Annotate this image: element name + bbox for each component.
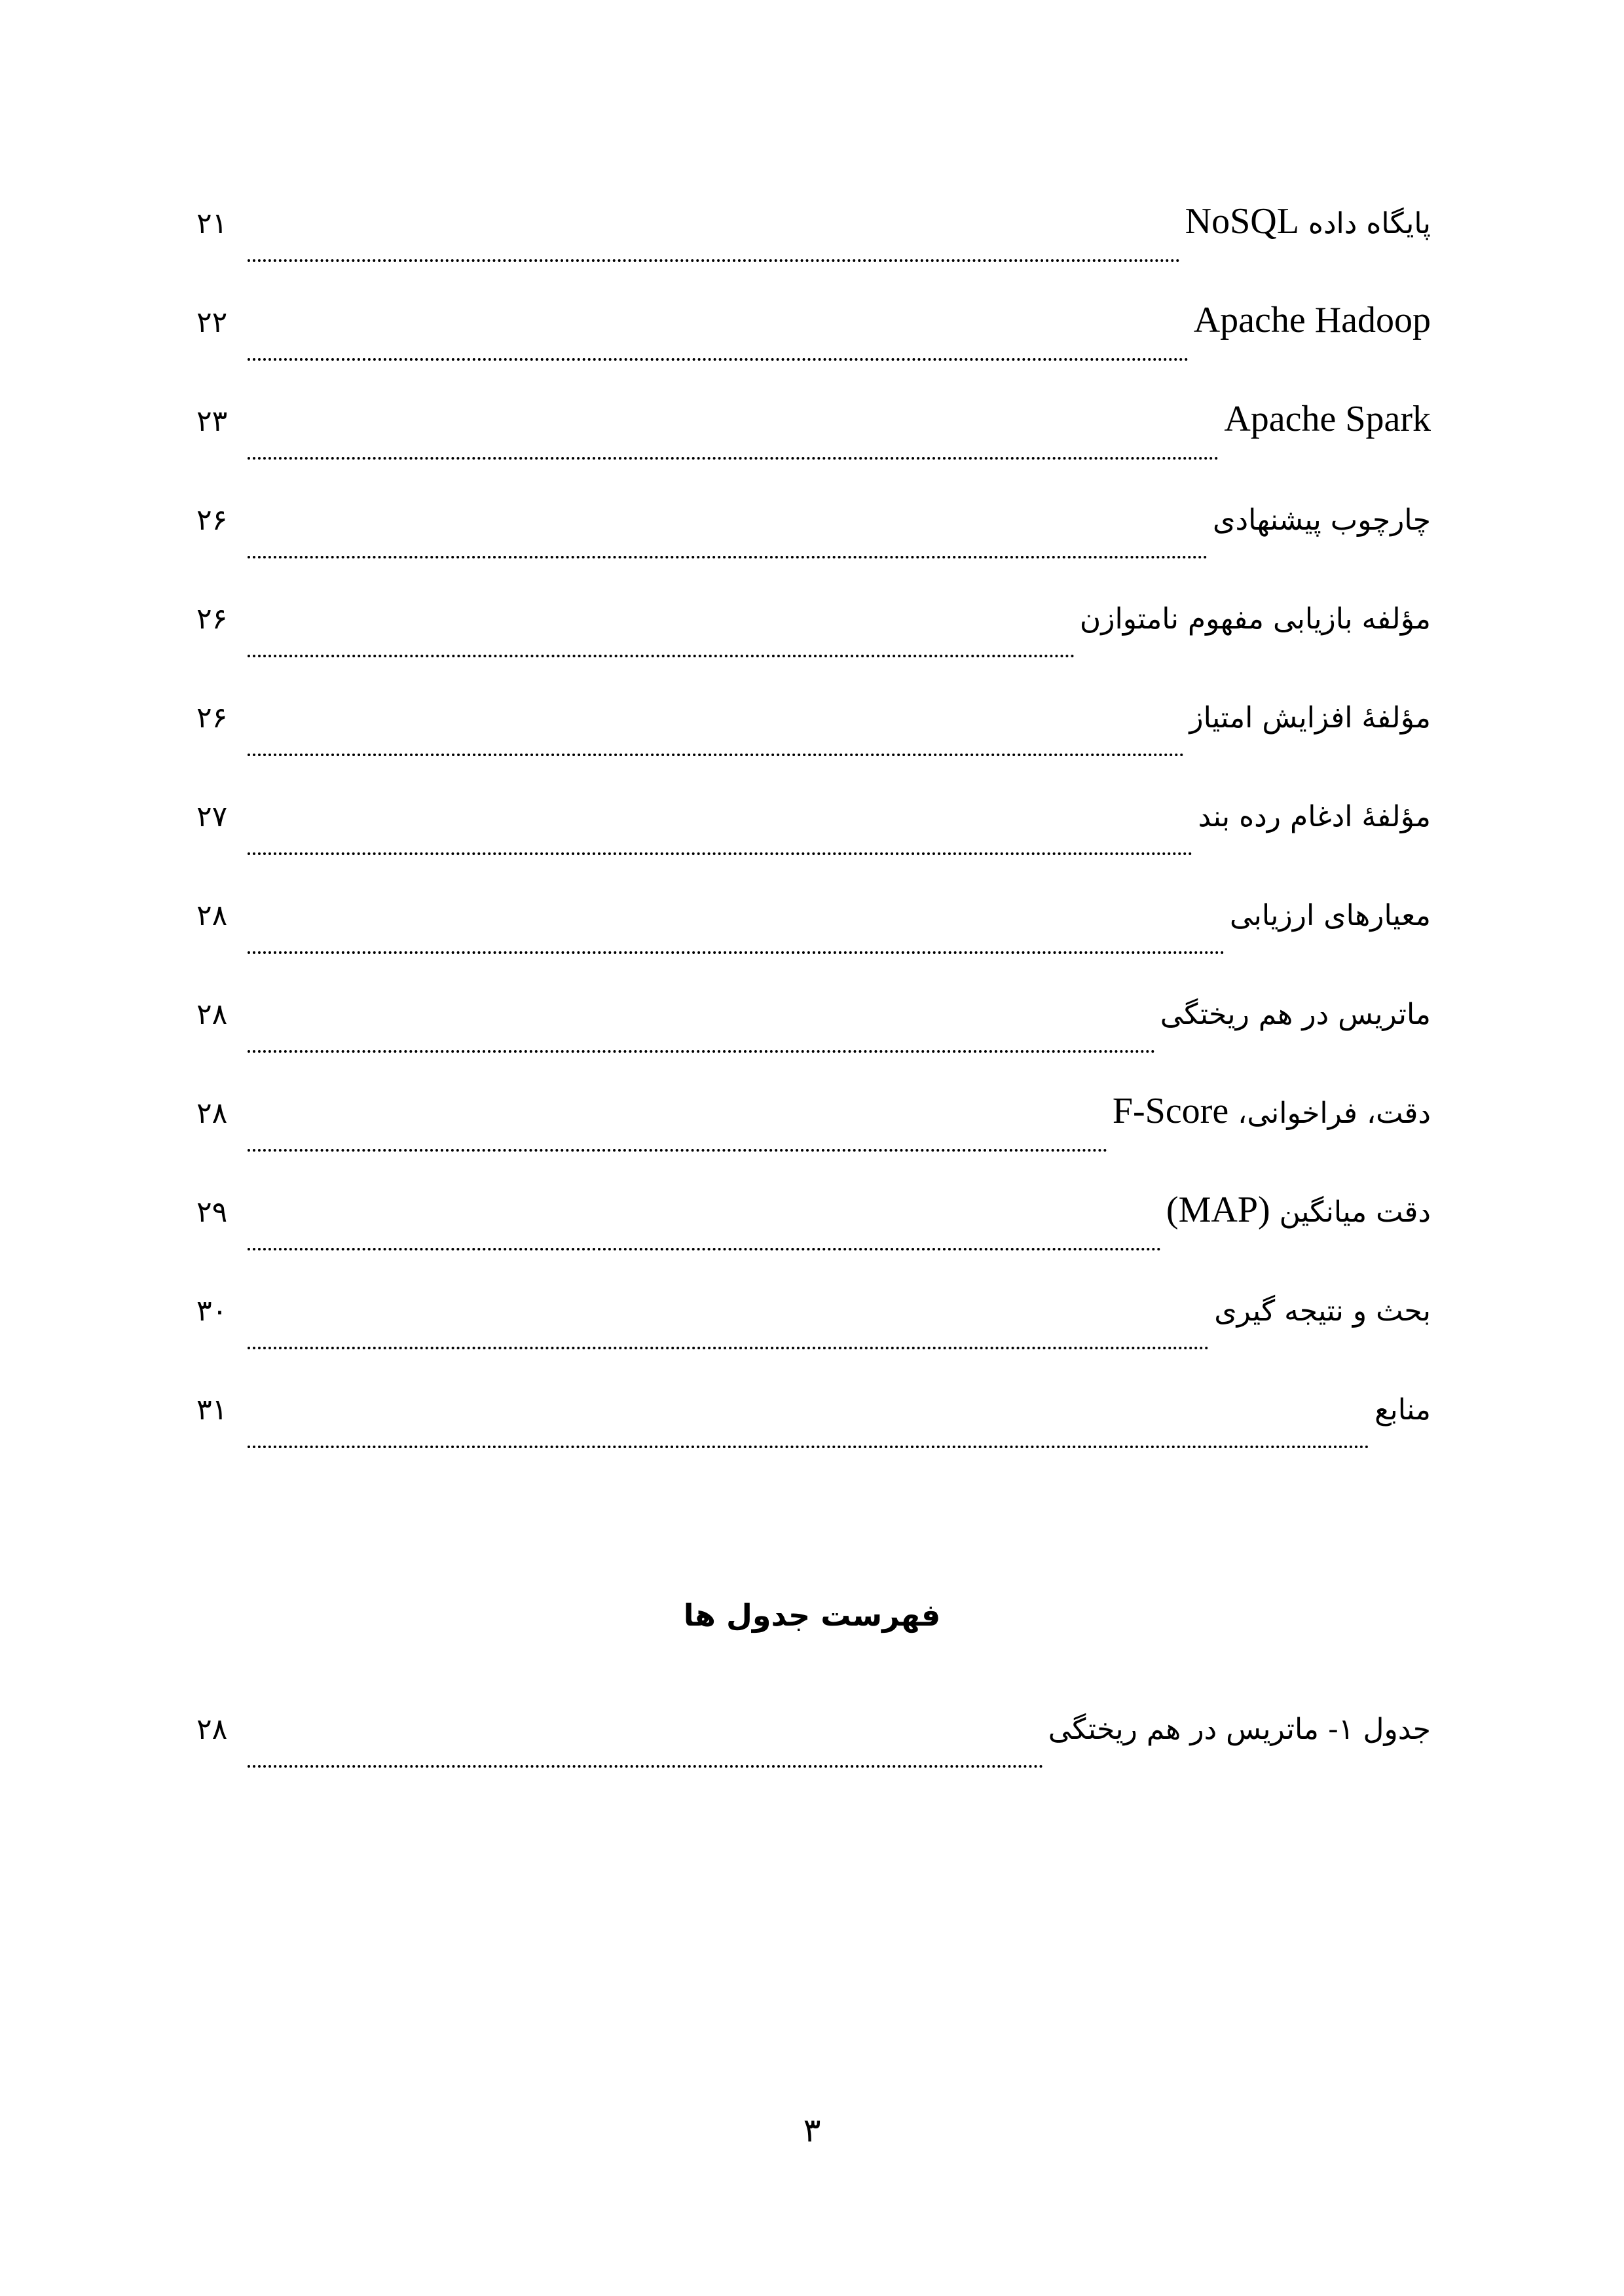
toc-entry-title-fa: مؤلفۀ ادغام رده بند: [1198, 800, 1431, 833]
dot-leader: [248, 1248, 1161, 1250]
toc-entry-title-fa: دقت، فراخوانی،: [1228, 1097, 1431, 1130]
toc-entry-page: ۳۰: [196, 1294, 228, 1328]
toc-entry[interactable]: [196, 981, 1431, 1080]
toc-entry-title: [1160, 994, 1431, 1030]
toc-entry-page: ۲۶: [196, 701, 228, 735]
table-entry-title: [1048, 1709, 1431, 1745]
toc-entry-title-fa: منابع: [1375, 1393, 1431, 1427]
dot-leader: [248, 457, 1219, 460]
dot-leader: [248, 951, 1225, 954]
toc-entry-title: [1113, 1093, 1431, 1129]
toc-entry[interactable]: [196, 1178, 1431, 1277]
dot-leader: [248, 1765, 1043, 1768]
toc-entry[interactable]: [196, 1080, 1431, 1178]
dot-leader: [248, 556, 1208, 558]
page-number: ۳: [803, 2111, 821, 2149]
toc-entry-title-fa: معیارهای ارزیابی: [1229, 899, 1431, 932]
dot-leader: [248, 358, 1189, 361]
toc-entry-title-fa: مؤلفه بازیابی مفهوم نامتوازن: [1079, 602, 1431, 636]
toc-entry-title: [1080, 598, 1431, 635]
toc-entry-title: [1224, 401, 1431, 437]
dot-leader: [248, 754, 1184, 756]
toc-entry-title-latin: Apache Spark: [1224, 399, 1431, 439]
toc-entry-title: [1213, 500, 1431, 536]
toc-entry-page: ۲۲: [196, 306, 228, 339]
toc-entry-title-fa: ماتریس در هم ریختگی: [1160, 998, 1431, 1031]
toc-entry-title-latin: F-Score: [1112, 1091, 1229, 1131]
dot-leader: [248, 1050, 1155, 1053]
toc-entry-title: [1214, 1290, 1431, 1327]
toc-entry-title-fa: چارچوب پیشنهادی: [1213, 503, 1431, 537]
dot-leader: [248, 1347, 1209, 1349]
toc-entry-page: ۲۷: [196, 800, 228, 833]
toc-entry-page: ۲۹: [196, 1195, 228, 1229]
list-of-tables-heading: فهرست جدول ها: [683, 1597, 941, 1633]
toc-entry-title: [1194, 302, 1431, 338]
toc-entry-page: ۲۸: [196, 998, 228, 1031]
dot-leader: [248, 655, 1075, 657]
toc-entry[interactable]: [196, 783, 1431, 882]
toc-entry-page: ۲۶: [196, 503, 228, 537]
list-of-tables: [196, 1696, 1431, 1795]
toc-entry-title-latin: Apache Hadoop: [1193, 300, 1431, 340]
table-entry-title-fa: جدول ۱- ماتریس در هم ریختگی: [1048, 1713, 1431, 1746]
dot-leader: [248, 1446, 1369, 1448]
toc-entry-page: ۲۸: [196, 899, 228, 932]
toc-entry-title: [1166, 1192, 1431, 1228]
dot-leader: [248, 1149, 1107, 1152]
toc-entry-title-fa: بحث و نتیجه گیری: [1214, 1294, 1431, 1328]
toc-entry-title-latin: (MAP): [1166, 1190, 1270, 1230]
toc-entry[interactable]: [196, 388, 1431, 486]
toc-entry[interactable]: [196, 1277, 1431, 1376]
toc-entry-title: [1375, 1389, 1431, 1426]
toc-entry-title-fa: دقت میانگین: [1270, 1195, 1431, 1229]
toc-entry[interactable]: [196, 289, 1431, 388]
toc-entry-page: ۲۱: [196, 207, 228, 240]
toc-entry-title: [1189, 697, 1431, 734]
toc-entry-title: [1230, 895, 1431, 932]
toc-entry[interactable]: [196, 1376, 1431, 1475]
table-entry-page: ۲۸: [196, 1713, 228, 1746]
toc-entry-page: ۲۳: [196, 405, 228, 438]
toc-entry[interactable]: [196, 190, 1431, 289]
toc-entry[interactable]: [196, 585, 1431, 684]
toc-entry-page: ۲۶: [196, 602, 228, 636]
table-entry[interactable]: [196, 1696, 1431, 1795]
table-of-contents: [196, 190, 1431, 1475]
toc-entry[interactable]: [196, 684, 1431, 783]
toc-entry-page: ۳۱: [196, 1393, 228, 1427]
toc-entry-page: ۲۸: [196, 1097, 228, 1130]
dot-leader: [248, 259, 1180, 262]
toc-entry-title-latin: NoSQL: [1185, 201, 1299, 242]
toc-entry-title: [1185, 203, 1431, 240]
toc-entry[interactable]: [196, 486, 1431, 585]
toc-entry[interactable]: [196, 882, 1431, 981]
toc-entry-title-fa: پایگاه داده: [1299, 207, 1431, 240]
toc-entry-title-fa: مؤلفۀ افزایش امتیاز: [1189, 701, 1431, 735]
dot-leader: [248, 852, 1192, 855]
toc-entry-title: [1198, 796, 1431, 833]
